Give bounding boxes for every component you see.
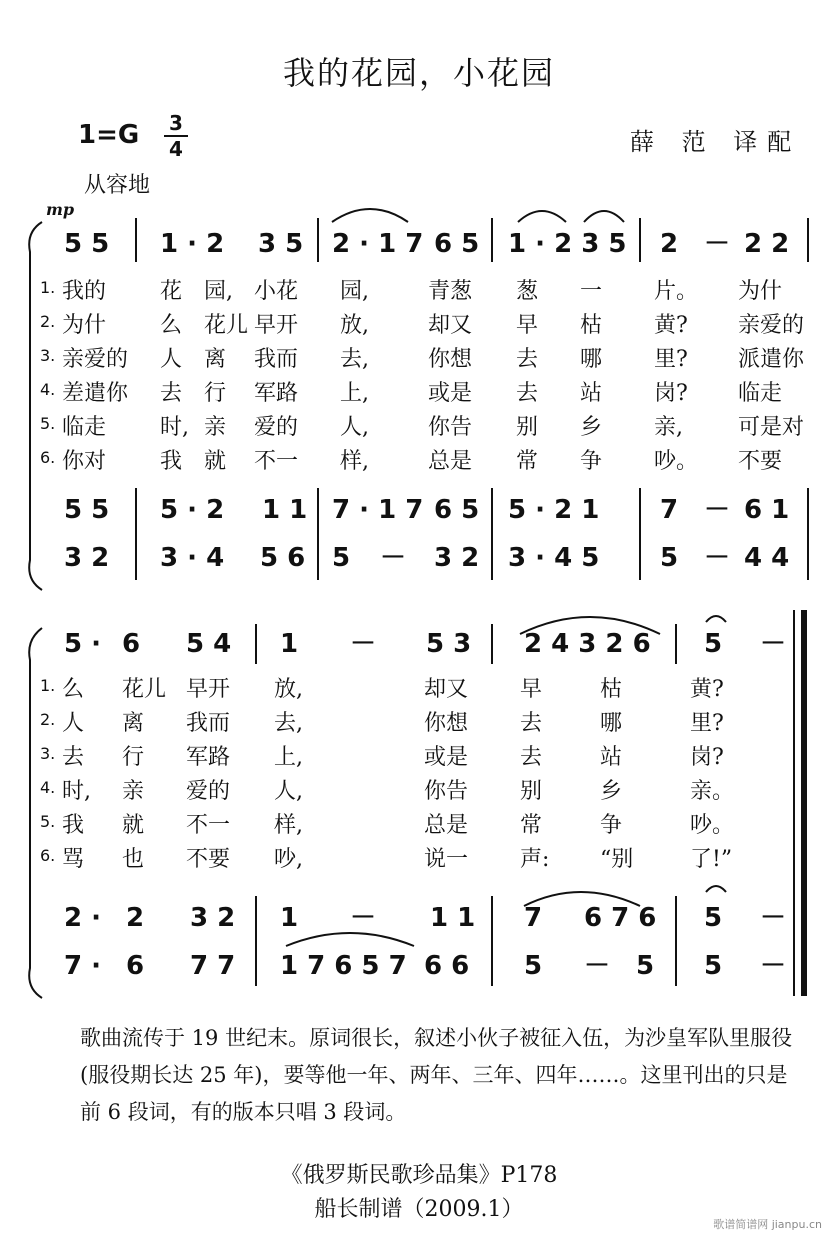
system2-harmony2-note-1: 7 · xyxy=(64,951,102,981)
dynamic-marking: mp xyxy=(46,200,75,219)
system2-lyric-syllable: 时, xyxy=(62,779,91,804)
system1-verse-number: 5. xyxy=(40,414,56,433)
system2-harmony1-note-3: 3 2 xyxy=(190,903,236,933)
system1-lyric-syllable: 军路 xyxy=(254,381,299,406)
system1-lyric-syllable: 就 xyxy=(204,449,227,474)
system2-harmony1-note-5: － xyxy=(350,903,377,933)
system2-lyric-syllable: 里? xyxy=(690,711,724,736)
system1-lyric-syllable: 你告 xyxy=(428,415,473,440)
system2-lyric-syllable: 亲。 xyxy=(690,779,735,804)
system1-harmony1-note-3: 1 1 xyxy=(262,495,308,525)
system1-lyric-syllable: 么 xyxy=(160,313,183,338)
system1-lyric-syllable: 片。 xyxy=(654,279,699,304)
system2-harmony2-note-7: － xyxy=(584,951,611,981)
system1-lyric-syllable: 花 xyxy=(160,279,183,304)
system1-lyric-syllable: 爱的 xyxy=(254,415,299,440)
system1-melody-note-4: 2 · 1 7 xyxy=(332,229,424,259)
system2-melody-note-9: － xyxy=(760,629,787,659)
system2-melody-note-8: 5 xyxy=(704,629,723,659)
system2-harmony1-note-7: 7 xyxy=(524,903,543,933)
system1-lyric-syllable: 黄? xyxy=(654,313,688,338)
system1-lyric-syllable: 去 xyxy=(160,381,183,406)
system2-harmony2-note-4: 1 7 6 5 7 xyxy=(280,951,407,981)
system2-lyric-syllable: 上, xyxy=(274,745,303,770)
system2-harmony1-note-8: 6 7 6 xyxy=(584,903,657,933)
system2-melody-note-1: 5 · xyxy=(64,629,102,659)
system1-lyric-syllable: 小花 xyxy=(254,279,299,304)
system2-lyric-syllable: 也 xyxy=(122,847,145,872)
system1-lyric-syllable: 我的 xyxy=(62,279,107,304)
system2-lyric-syllable: 去, xyxy=(274,711,303,736)
system1-lyric-syllable: 岗? xyxy=(654,381,688,406)
system2-lyric-syllable: 了!” xyxy=(690,847,733,872)
system2-harmony1-note-4: 1 xyxy=(280,903,299,933)
system1-lyric-syllable: 上, xyxy=(340,381,369,406)
system2-lyric-syllable: 吵。 xyxy=(690,813,735,838)
system2-verse-number: 3. xyxy=(40,744,56,763)
system1-lyric-syllable: 亲爱的 xyxy=(738,313,805,338)
system1-verse-number: 2. xyxy=(40,312,56,331)
system1-lyric-syllable: 园, xyxy=(204,279,233,304)
system1-lyric-syllable: 葱 xyxy=(516,279,539,304)
system1-harmony2-note-10: 4 4 xyxy=(744,543,790,573)
system2-lyric-syllable: 说一 xyxy=(424,847,469,872)
system2-lyric-syllable: 却又 xyxy=(424,677,469,702)
system2-lyric-syllable: 早 xyxy=(520,677,543,702)
system2-lyric-syllable: 去 xyxy=(520,711,543,736)
time-signature-top: 3 xyxy=(169,111,183,135)
system1-lyric-syllable: 早 xyxy=(516,313,539,338)
system2-lyric-syllable: 乡 xyxy=(600,779,623,804)
system2-lyric-syllable: 吵, xyxy=(274,847,303,872)
system2-lyric-syllable: 我 xyxy=(62,813,85,838)
system1-lyric-syllable: 总是 xyxy=(428,449,473,474)
system1-harmony1-note-1: 5 5 xyxy=(64,495,110,525)
system-2-bars xyxy=(29,610,804,998)
watermark-text: 歌谱简谱网 jianpu.cn xyxy=(713,1218,822,1231)
system1-lyric-syllable: 人, xyxy=(340,415,369,440)
system2-melody-note-2: 6 xyxy=(122,629,141,659)
system1-harmony2-note-3: 5 6 xyxy=(260,543,306,573)
system1-harmony1-note-8: － xyxy=(704,495,731,525)
system1-melody-note-3: 3 5 xyxy=(258,229,304,259)
system1-verse-number: 3. xyxy=(40,346,56,365)
system1-lyric-syllable: 放, xyxy=(340,313,369,338)
system2-verse-number: 1. xyxy=(40,676,56,695)
system2-lyric-syllable: 不要 xyxy=(186,847,231,872)
system2-lyric-syllable: 声: xyxy=(520,847,550,872)
system1-lyric-syllable: 枯 xyxy=(580,313,603,338)
system2-lyric-syllable: 站 xyxy=(600,745,623,770)
system2-verse-number: 5. xyxy=(40,812,56,831)
system1-lyric-syllable: 乡 xyxy=(580,415,603,440)
system2-lyric-syllable: 你告 xyxy=(424,779,469,804)
system1-harmony1-note-4: 7 · 1 7 xyxy=(332,495,424,525)
system2-harmony2-note-8: 5 xyxy=(636,951,655,981)
system1-harmony2-note-2: 3 · 4 xyxy=(160,543,225,573)
system2-lyric-syllable: 岗? xyxy=(690,745,724,770)
system1-lyric-syllable: 临走 xyxy=(738,381,783,406)
system1-lyric-syllable: 亲爱的 xyxy=(62,347,129,372)
system2-lyric-syllable: 爱的 xyxy=(186,779,231,804)
system1-lyric-syllable: 你对 xyxy=(62,449,107,474)
system2-harmony2-note-6: 5 xyxy=(524,951,543,981)
system1-verse-number: 4. xyxy=(40,380,56,399)
system1-harmony2-note-5: － xyxy=(380,543,407,573)
system1-lyric-syllable: 样, xyxy=(340,449,369,474)
system1-harmony2-note-1: 3 2 xyxy=(64,543,110,573)
system1-lyric-syllable: 亲, xyxy=(654,415,683,440)
system1-lyric-syllable: 你想 xyxy=(428,347,473,372)
system1-lyric-syllable: 我而 xyxy=(254,347,299,372)
system1-lyric-syllable: 里? xyxy=(654,347,688,372)
system1-lyric-syllable: 青葱 xyxy=(428,279,473,304)
system1-harmony2-note-6: 3 2 xyxy=(434,543,480,573)
system2-lyric-syllable: 黄? xyxy=(690,677,724,702)
system2-lyric-syllable: 去 xyxy=(520,745,543,770)
system2-harmony2-note-2: 6 xyxy=(126,951,145,981)
system1-lyric-syllable: 别 xyxy=(516,415,539,440)
time-signature-bottom: 4 xyxy=(169,137,183,161)
system1-lyric-syllable: 行 xyxy=(204,381,227,406)
system2-verse-number: 4. xyxy=(40,778,56,797)
system2-harmony1-note-1: 2 · xyxy=(64,903,102,933)
system2-lyric-syllable: 早开 xyxy=(186,677,231,702)
system1-harmony2-note-9: － xyxy=(704,543,731,573)
system2-lyric-syllable: 军路 xyxy=(186,745,231,770)
system1-lyric-syllable: 哪 xyxy=(580,347,603,372)
system1-lyric-syllable: 离 xyxy=(204,347,227,372)
source-credit: 《俄罗斯民歌珍品集》P178 xyxy=(280,1163,558,1188)
system1-harmony1-note-6: 5 · 2 1 xyxy=(508,495,600,525)
system1-lyric-syllable: 园, xyxy=(340,279,369,304)
system2-harmony2-note-3: 7 7 xyxy=(190,951,236,981)
system2-lyric-syllable: 你想 xyxy=(424,711,469,736)
system1-lyric-syllable: 我 xyxy=(160,449,183,474)
system2-lyric-syllable: “别 xyxy=(600,847,634,872)
maker-credit: 船长制谱（2009.1） xyxy=(314,1197,524,1222)
system2-melody-note-5: － xyxy=(350,629,377,659)
system1-lyric-syllable: 派遣你 xyxy=(738,347,805,372)
system1-lyric-syllable: 去 xyxy=(516,347,539,372)
system1-melody-note-5: 6 5 xyxy=(434,229,480,259)
system2-lyric-syllable: 别 xyxy=(520,779,543,804)
system1-harmony1-note-2: 5 · 2 xyxy=(160,495,225,525)
system2-harmony1-note-2: 2 xyxy=(126,903,145,933)
system2-harmony2-note-10: － xyxy=(760,951,787,981)
system1-lyric-syllable: 早开 xyxy=(254,313,299,338)
system1-lyric-syllable: 去 xyxy=(516,381,539,406)
system2-melody-note-7: 2 4 3 2 6 xyxy=(524,629,651,659)
system1-lyric-syllable: 却又 xyxy=(428,313,473,338)
system2-lyric-syllable: 去 xyxy=(62,745,85,770)
system2-harmony1-note-10: － xyxy=(760,903,787,933)
system1-harmony2-note-8: 5 xyxy=(660,543,679,573)
system1-lyric-syllable: 或是 xyxy=(428,381,473,406)
system2-verse-number: 6. xyxy=(40,846,56,865)
system2-melody-note-6: 5 3 xyxy=(426,629,472,659)
system2-harmony1-note-6: 1 1 xyxy=(430,903,476,933)
system2-harmony1-note-9: 5 xyxy=(704,903,723,933)
system2-lyric-syllable: 行 xyxy=(122,745,145,770)
system1-lyric-syllable: 为什 xyxy=(738,279,783,304)
system1-melody-note-1: 5 5 xyxy=(64,229,110,259)
system2-lyric-syllable: 么 xyxy=(62,677,85,702)
system1-verse-number: 6. xyxy=(40,448,56,467)
system1-lyric-syllable: 亲 xyxy=(204,415,227,440)
system2-melody-note-4: 1 xyxy=(280,629,299,659)
system2-lyric-syllable: 骂 xyxy=(62,847,85,872)
system1-melody-note-9: 2 2 xyxy=(744,229,790,259)
translator-credit: 薛 范 译配 xyxy=(630,128,802,156)
system1-lyric-syllable: 去, xyxy=(340,347,369,372)
system1-lyric-syllable: 吵。 xyxy=(654,449,699,474)
system2-lyric-syllable: 放, xyxy=(274,677,303,702)
system1-melody-note-7: 2 xyxy=(660,229,679,259)
system2-lyric-syllable: 我而 xyxy=(186,711,231,736)
system1-melody-note-8: － xyxy=(704,229,731,259)
system2-harmony2-note-5: 6 6 xyxy=(424,951,470,981)
system2-harmony2-note-9: 5 xyxy=(704,951,723,981)
system2-lyric-syllable: 样, xyxy=(274,813,303,838)
system1-harmony2-note-7: 3 · 4 5 xyxy=(508,543,600,573)
system1-melody-note-6: 1 · 2 3 5 xyxy=(508,229,627,259)
key-signature: 1=G xyxy=(78,120,140,150)
system2-lyric-syllable: 常 xyxy=(520,813,543,838)
system2-lyric-syllable: 人, xyxy=(274,779,303,804)
system1-lyric-syllable: 为什 xyxy=(62,313,107,338)
system1-harmony2-note-4: 5 xyxy=(332,543,351,573)
system2-lyric-syllable: 亲 xyxy=(122,779,145,804)
system1-lyric-syllable: 临走 xyxy=(62,415,107,440)
system1-lyric-syllable: 差遣你 xyxy=(62,381,129,406)
system1-lyric-syllable: 人 xyxy=(160,347,183,372)
system1-harmony1-note-7: 7 xyxy=(660,495,679,525)
system2-melody-note-3: 5 4 xyxy=(186,629,232,659)
song-note: 歌曲流传于 19 世纪末。原词很长，叙述小伙子被征入伍，为沙皇军队里服役(服役期长达 25 年)，要等他一年、两年、三年、四年……。这里刊出的只是前 6 段词，有的版本只唱 3 段词。 xyxy=(80,1026,793,1124)
system2-lyric-syllable: 或是 xyxy=(424,745,469,770)
system2-lyric-syllable: 争 xyxy=(600,813,623,838)
system2-lyric-syllable: 就 xyxy=(122,813,145,838)
system2-lyric-syllable: 总是 xyxy=(424,813,469,838)
tempo-marking: 从容地 xyxy=(84,173,151,198)
system2-lyric-syllable: 枯 xyxy=(600,677,623,702)
system2-lyric-syllable: 离 xyxy=(122,711,145,736)
system2-lyric-syllable: 不一 xyxy=(186,813,231,838)
system1-harmony1-note-9: 6 1 xyxy=(744,495,790,525)
system1-lyric-syllable: 争 xyxy=(580,449,603,474)
system1-lyric-syllable: 站 xyxy=(580,381,603,406)
system1-verse-number: 1. xyxy=(40,278,56,297)
system1-lyric-syllable: 花儿 xyxy=(204,313,249,338)
system2-lyric-syllable: 人 xyxy=(62,711,85,736)
system2-lyric-syllable: 哪 xyxy=(600,711,623,736)
system1-lyric-syllable: 不一 xyxy=(254,449,299,474)
system1-melody-note-2: 1 · 2 xyxy=(160,229,225,259)
song-title: 我的花园，小花园 xyxy=(282,54,555,92)
system1-harmony1-note-5: 6 5 xyxy=(434,495,480,525)
system1-lyric-syllable: 时, xyxy=(160,415,189,440)
system1-lyric-syllable: 常 xyxy=(516,449,539,474)
system1-lyric-syllable: 可是对 xyxy=(738,415,805,440)
system2-verse-number: 2. xyxy=(40,710,56,729)
system1-lyric-syllable: 不要 xyxy=(738,449,783,474)
system2-lyric-syllable: 花儿 xyxy=(122,677,167,702)
system1-lyric-syllable: 一 xyxy=(580,279,603,304)
